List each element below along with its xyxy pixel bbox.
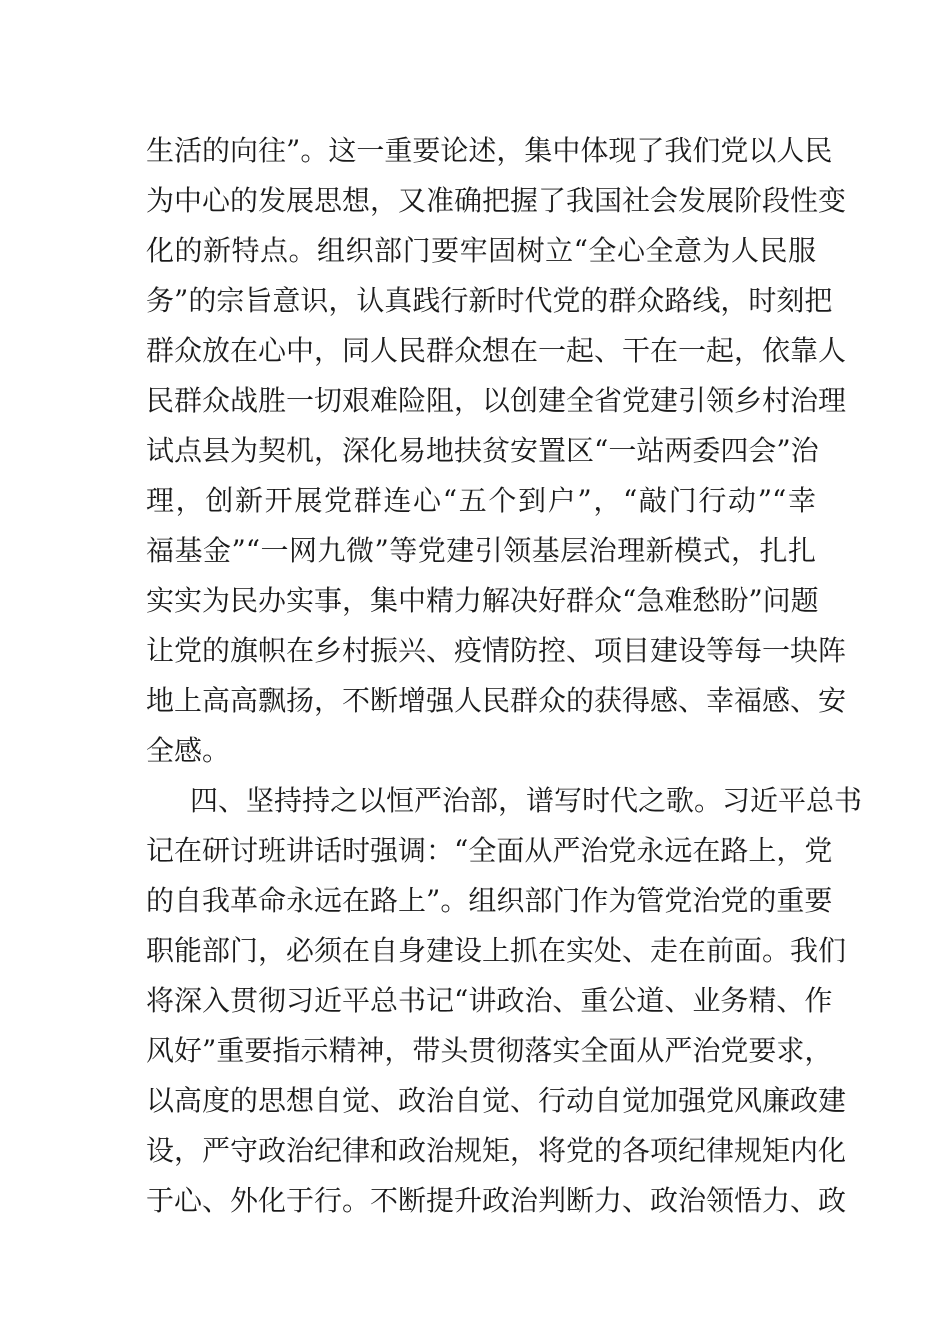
paragraph-line: 为中心的发展思想，又准确把握了我国社会发展阶段性变 <box>146 184 847 217</box>
paragraph-2 <box>146 776 863 1226</box>
paragraph-line: 全感。 <box>146 734 231 767</box>
paragraph-line: 民群众战胜一切艰难险阻，以创建全省党建引领乡村治理 <box>146 384 847 417</box>
paragraph-line: 试点县为契机，深化易地扶贫安置区“一站两委四会”治 <box>146 434 819 467</box>
paragraph-line: 于心、外化于行。不断提升政治判断力、政治领悟力、政 <box>146 1184 847 1217</box>
paragraph-line: 以高度的思想自觉、政治自觉、行动自觉加强党风廉政建 <box>146 1084 847 1117</box>
paragraph-line: 职能部门，必须在自身建设上抓在实处、走在前面。我们 <box>146 934 847 967</box>
body-text <box>146 126 863 1226</box>
paragraph-line: 实实为民办实事，集中精力解决好群众“急难愁盼”问题 <box>146 584 819 617</box>
paragraph-line: 记在研讨班讲话时强调：“全面从严治党永远在路上，党 <box>146 834 833 867</box>
paragraph-line: 设，严守政治纪律和政治规矩，将党的各项纪律规矩内化 <box>146 1134 847 1167</box>
paragraph-line: 风好”重要指示精神，带头贯彻落实全面从严治党要求， <box>146 1034 833 1067</box>
paragraph-line: 务”的宗旨意识，认真践行新时代党的群众路线，时刻把 <box>146 284 833 317</box>
paragraph-line: 理，创新开展党群连心“五个到户”，“敲门行动”“幸 <box>146 484 816 517</box>
paragraph-line: 福基金”“一网九微”等党建引领基层治理新模式，扎扎 <box>146 534 816 567</box>
paragraph-1 <box>146 126 847 776</box>
paragraph-line: 生活的向往”。这一重要论述，集中体现了我们党以人民 <box>146 134 833 167</box>
paragraph-line: 化的新特点。组织部门要牢固树立“全心全意为人民服 <box>146 234 816 267</box>
paragraph-line: 将深入贯彻习近平总书记“讲政治、重公道、业务精、作 <box>146 984 833 1017</box>
paragraph-line: 地上高高飘扬，不断增强人民群众的获得感、幸福感、安 <box>146 684 847 717</box>
paragraph-line: 的自我革命永远在路上”。组织部门作为管党治党的重要 <box>146 884 833 917</box>
paragraph-line: 让党的旗帜在乡村振兴、疫情防控、项目建设等每一块阵 <box>146 634 847 667</box>
paragraph-line: 四、坚持持之以恒严治部，谱写时代之歌。习近平总书 <box>190 784 863 817</box>
paragraph-line: 群众放在心中，同人民群众想在一起、干在一起，依靠人 <box>146 334 847 367</box>
